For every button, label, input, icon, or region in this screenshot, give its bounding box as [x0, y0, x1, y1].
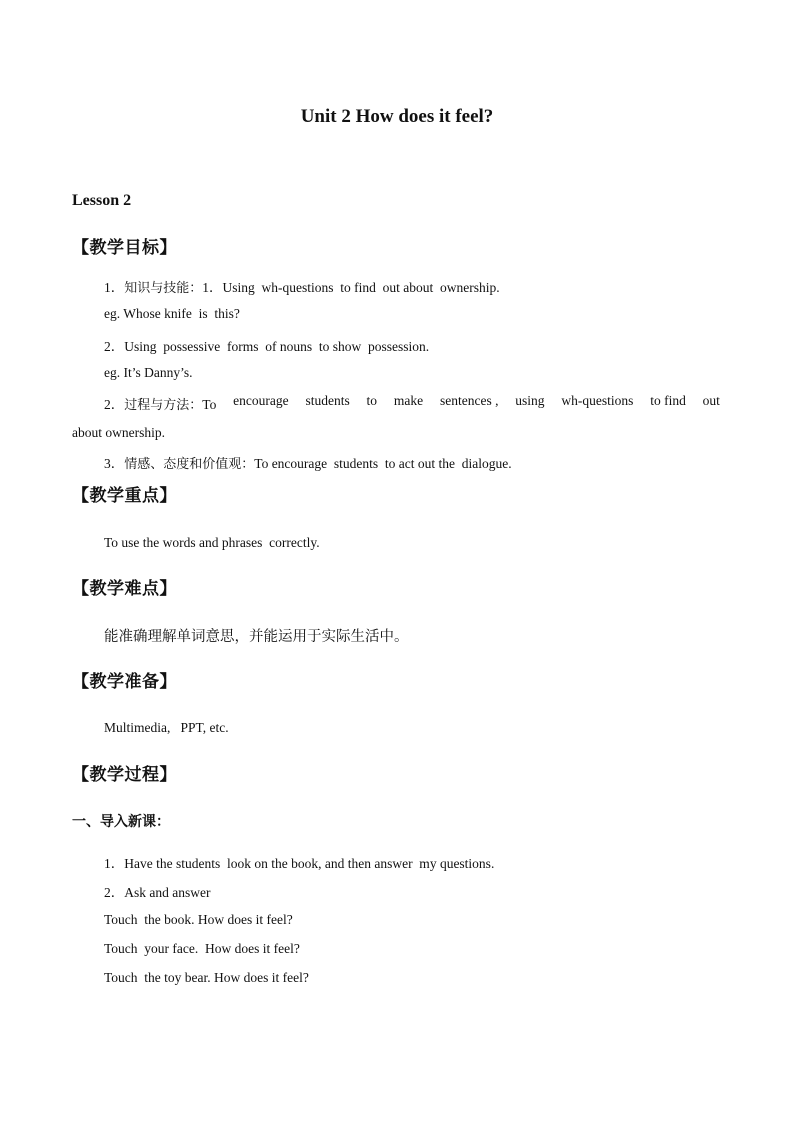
objective-item-3-word: To	[202, 397, 217, 412]
objective-item-1-num: 1．	[104, 280, 125, 295]
preparation-heading: 【教学准备】	[72, 672, 177, 692]
objective-item-3-word: using	[515, 393, 545, 408]
objective-item-3-word: to	[366, 393, 378, 408]
difficulties-text: 能准确理解单词意思，并能运用于实际生活中。	[104, 629, 409, 645]
key-points-text: To use the words and phrases correctly.	[104, 535, 320, 550]
objective-item-4	[104, 452, 512, 472]
lesson-label: Lesson 2	[72, 192, 132, 209]
example-2: eg. It’s Danny’s.	[104, 365, 193, 380]
objective-item-3-head	[104, 393, 216, 413]
question-3: Touch the toy bear. How does it feel?	[104, 970, 309, 985]
objective-item-4-label: 情感、态度和价值观：	[124, 457, 255, 472]
document-title: Unit 2 How does it feel?	[300, 106, 494, 127]
process-heading: 【教学过程】	[72, 765, 177, 785]
objective-item-3-continued: about ownership.	[72, 425, 165, 440]
process-step-1: 1．Have the students look on the book, and then answer my questions.	[104, 856, 495, 871]
objective-item-3-word: to find	[650, 393, 686, 408]
objective-item-3	[104, 393, 720, 413]
objective-item-3-word: sentences ,	[439, 393, 499, 408]
objective-item-3-word: out	[702, 393, 720, 408]
key-points-heading: 【教学重点】	[72, 486, 177, 506]
process-step-2: 2．Ask and answer	[104, 885, 211, 900]
objective-item-1	[104, 276, 500, 296]
objective-item-1-text: 1．Using wh-questions to find out about ownership.	[202, 280, 500, 295]
objective-item-3-line	[104, 393, 720, 413]
objective-item-3-label: 过程与方法：	[124, 398, 203, 413]
objective-item-3-word: wh-questions	[561, 393, 634, 408]
objectives-heading: 【教学目标】	[72, 238, 177, 258]
objective-item-3-word: encourage	[233, 393, 289, 408]
process-subheading: 一、导入新课：	[72, 814, 170, 830]
objective-item-3-word: students	[305, 393, 350, 408]
question-2: Touch your face. How does it feel?	[104, 941, 300, 956]
objective-item-3-word: make	[393, 393, 424, 408]
question-1: Touch the book. How does it feel?	[104, 912, 293, 927]
example-1: eg. Whose knife is this?	[104, 306, 240, 321]
objective-item-3-num: 2．	[104, 397, 125, 412]
objective-item-1-label: 知识与技能：	[124, 281, 203, 296]
objective-item-4-text: To encourage students to act out the dialogue.	[254, 456, 512, 471]
preparation-text: Multimedia, PPT, etc.	[104, 720, 229, 735]
objective-item-4-num: 3．	[104, 456, 125, 471]
objective-item-2: 2．Using possessive forms of nouns to show possession.	[104, 339, 430, 354]
difficulties-heading: 【教学难点】	[72, 579, 177, 599]
